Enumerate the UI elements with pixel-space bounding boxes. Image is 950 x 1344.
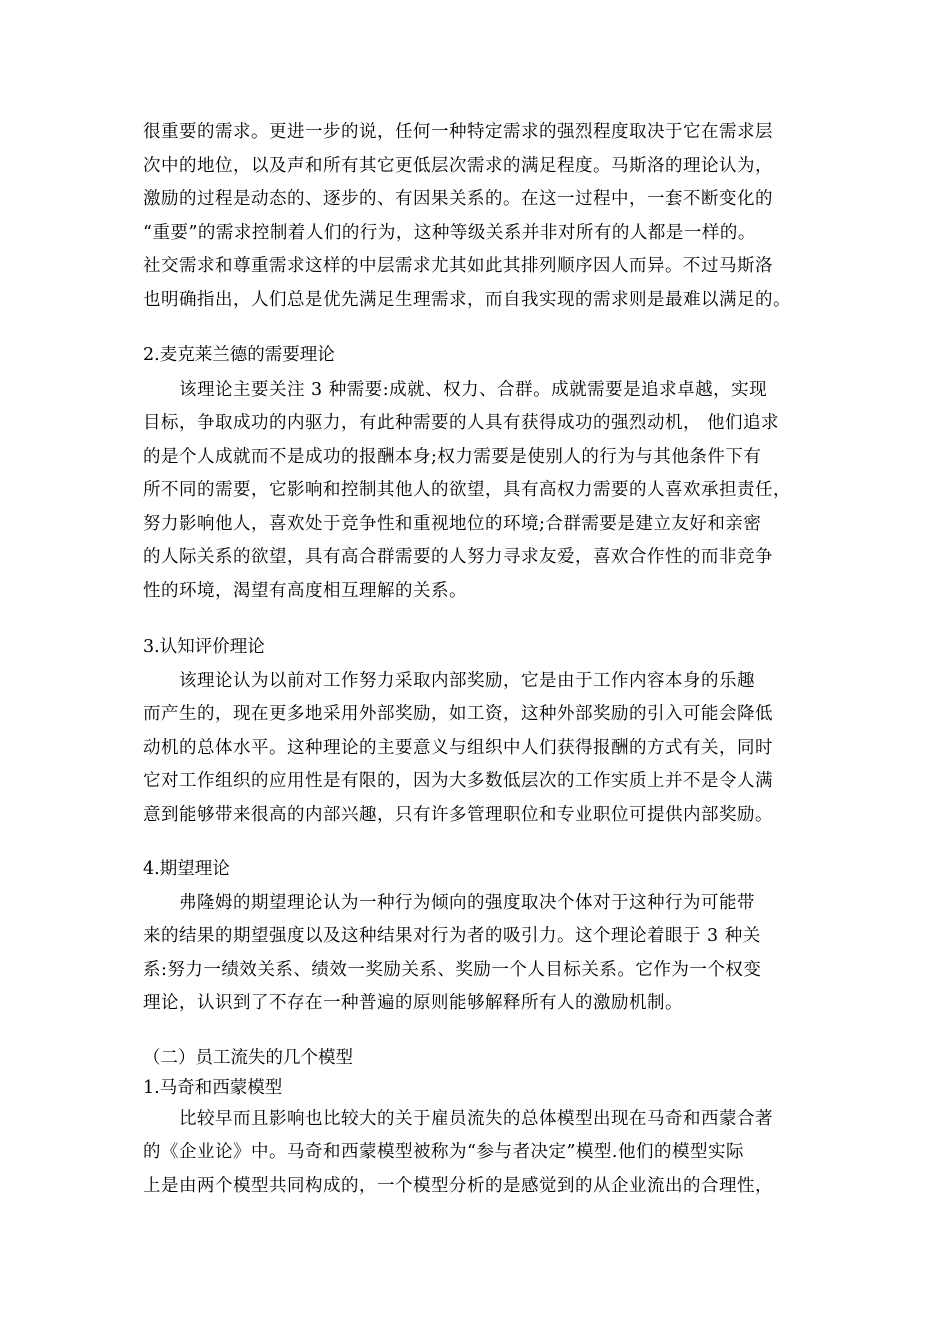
paragraph-line: 弗隆姆的期望理论认为一种行为倾向的强度取决个体对于这种行为可能带 xyxy=(143,893,755,913)
paragraph-line: 比较早而且影响也比较大的关于雇员流失的总体模型出现在马奇和西蒙合著 xyxy=(143,1109,773,1129)
section-heading: 4.期望理论 xyxy=(143,859,230,879)
paragraph-line: 性的环境，渴望有高度相互理解的关系。 xyxy=(143,581,467,601)
paragraph-line: “重要”的需求控制着人们的行为，这种等级关系并非对所有的人都是一样的。 xyxy=(143,223,756,243)
paragraph-line: 而产生的，现在更多地采用外部奖励，如工资，这种外部奖励的引入可能会降低 xyxy=(143,704,773,724)
paragraph-line: 它对工作组织的应用性是有限的，因为大多数低层次的工作实质上并不是令人满 xyxy=(143,771,773,791)
paragraph-line: 系:努力一绩效关系、绩效一奖励关系、奖励一个人目标关系。它作为一个权变 xyxy=(143,960,762,980)
paragraph-line: 目标，争取成功的内驱力，有此种需要的人具有获得成功的强烈动机， 他们追求 xyxy=(143,413,780,433)
section-heading: （二）员工流失的几个模型 xyxy=(143,1048,353,1068)
paragraph-line: 努力影响他人，喜欢处于竞争性和重视地位的环境;合群需要是建立友好和亲密 xyxy=(143,514,762,534)
paragraph-line: 很重要的需求。更进一步的说，任何一种特定需求的强烈程度取决于它在需求层 xyxy=(143,122,773,142)
paragraph-line: 意到能够带来很高的内部兴趣，只有许多管理职位和专业职位可提供内部奖励。 xyxy=(143,805,773,825)
paragraph-line: 上是由两个模型共同构成的，一个模型分析的是感觉到的从企业流出的合理性， xyxy=(143,1176,773,1196)
paragraph-line: 该理论主要关注 3 种需要:成就、权力、合群。成就需要是追求卓越，实现 xyxy=(143,380,768,400)
paragraph-line: 该理论认为以前对工作努力采取内部奖励，它是由于工作内容本身的乐趣 xyxy=(143,671,755,691)
paragraph-line: 来的结果的期望强度以及这种结果对行为者的吸引力。这个理论着眼于 3 种关 xyxy=(143,926,761,946)
paragraph-line: 动机的总体水平。这种理论的主要意义与组织中人们获得报酬的方式有关，同时 xyxy=(143,738,773,758)
paragraph-line: 社交需求和尊重需求这样的中层需求尤其如此其排列顺序因人而异。不过马斯洛 xyxy=(143,256,773,276)
paragraph-line: 的是个人成就而不是成功的报酬本身;权力需要是使别人的行为与其他条件下有 xyxy=(143,447,762,467)
section-heading: 2.麦克莱兰德的需要理论 xyxy=(143,345,335,365)
paragraph-line: 激励的过程是动态的、逐步的、有因果关系的。在这一过程中，一套不断变化的 xyxy=(143,189,773,209)
paragraph-line: 理论，认识到了不存在一种普遍的原则能够解释所有人的激励机制。 xyxy=(143,993,683,1013)
paragraph-line: 也明确指出，人们总是优先满足生理需求，而自我实现的需求则是最难以满足的。 xyxy=(143,290,791,310)
subsection-heading: 1.马奇和西蒙模型 xyxy=(143,1078,283,1098)
paragraph-line: 的人际关系的欲望，具有高合群需要的人努力寻求友爱，喜欢合作性的而非竞争 xyxy=(143,547,773,567)
paragraph-line: 的《企业论》中。马奇和西蒙模型被称为“参与者决定”模型.他们的模型实际 xyxy=(143,1142,744,1162)
section-heading: 3.认知评价理论 xyxy=(143,637,265,657)
paragraph-line: 次中的地位，以及声和所有其它更低层次需求的满足程度。马斯洛的理论认为， xyxy=(143,156,773,176)
paragraph-line: 所不同的需要，它影响和控制其他人的欲望，具有高权力需要的人喜欢承担责任， xyxy=(143,480,791,500)
